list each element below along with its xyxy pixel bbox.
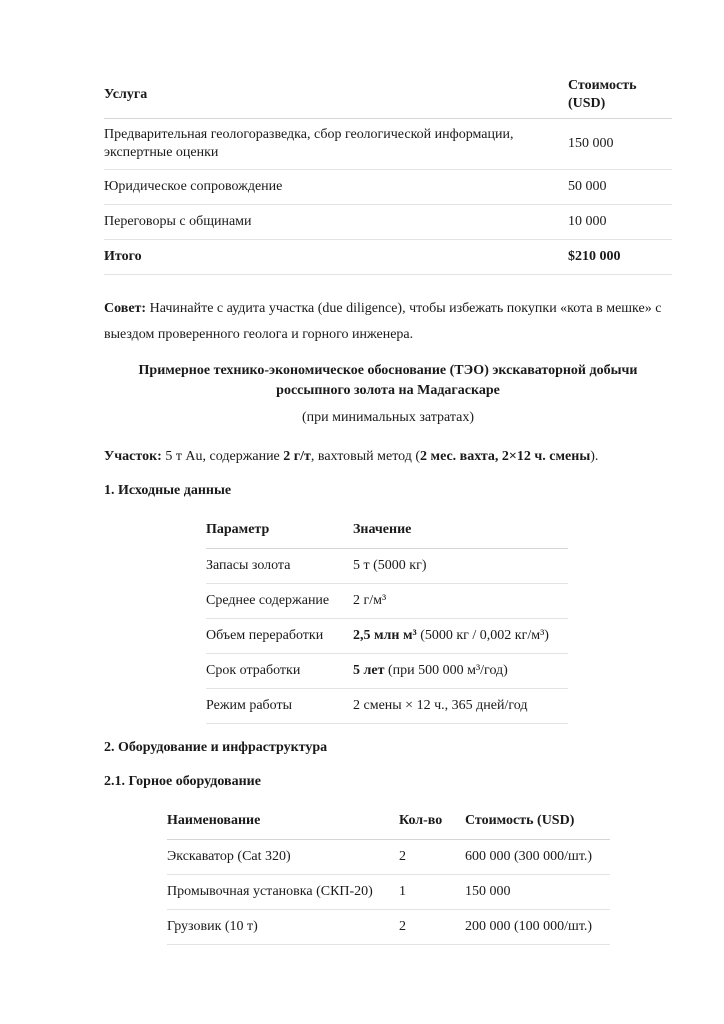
total-cost: $210 000 — [568, 240, 672, 275]
services-cost-table — [104, 72, 672, 275]
table-row — [104, 205, 672, 240]
column-header-cost: Стоимость (USD) — [568, 72, 672, 119]
table-row — [167, 840, 610, 875]
total-label: Итого — [104, 240, 568, 275]
table-header-row — [206, 512, 568, 549]
table-row — [206, 619, 568, 654]
cost-cell: 150 000 — [568, 119, 672, 170]
parameter-cell: Объем переработки — [206, 619, 353, 654]
cost-cell: 10 000 — [568, 205, 672, 240]
document-title-line-2: россыпного золота на Мадагаскаре — [276, 383, 500, 398]
total-row — [104, 240, 672, 275]
column-header-name: Наименование — [167, 803, 399, 840]
site-label: Участок: — [104, 449, 162, 464]
table-row — [104, 119, 672, 170]
equipment-qty-cell: 2 — [399, 910, 465, 945]
site-shift: 2 мес. вахта, 2×12 ч. смены — [420, 449, 591, 464]
column-header-qty: Кол-во — [399, 803, 465, 840]
site-grade: 2 г/т — [283, 449, 311, 464]
advice-label: Совет: — [104, 301, 147, 316]
table-row — [104, 170, 672, 205]
column-header-value: Значение — [353, 512, 568, 549]
value-cell: 5 т (5000 кг) — [353, 549, 568, 584]
site-text-1: 5 т Au, содержание — [161, 449, 284, 464]
equipment-qty-cell: 1 — [399, 875, 465, 910]
value-bold: 2,5 млн м³ — [353, 628, 417, 643]
value-rest: (5000 кг / 0,002 кг/м³) — [416, 628, 549, 643]
table-row — [167, 875, 610, 910]
parameter-cell: Запасы золота — [206, 549, 353, 584]
table-row — [206, 689, 568, 724]
equipment-cost-cell: 600 000 (300 000/шт.) — [465, 840, 610, 875]
table-row — [206, 584, 568, 619]
value-cell: 2 г/м³ — [353, 584, 568, 619]
equipment-cost-cell: 200 000 (100 000/шт.) — [465, 910, 610, 945]
column-header-parameter: Параметр — [206, 512, 353, 549]
equipment-cost-cell: 150 000 — [465, 875, 610, 910]
table-header-row — [167, 803, 610, 840]
initial-data-table — [206, 512, 568, 724]
service-cell: Предварительная геологоразведка, сбор геологической информации, экспертные оценки — [104, 119, 568, 170]
mining-equipment-table — [167, 803, 610, 945]
table-row — [206, 549, 568, 584]
column-header-cost: Стоимость (USD) — [465, 803, 610, 840]
site-text-3: ). — [590, 449, 599, 464]
value-cell — [353, 654, 568, 689]
parameter-cell: Режим работы — [206, 689, 353, 724]
site-text-2: , вахтовый метод ( — [310, 449, 421, 464]
equipment-name-cell: Промывочная установка (СКП-20) — [167, 875, 399, 910]
parameter-cell: Среднее содержание — [206, 584, 353, 619]
document-subtitle: (при минимальных затратах) — [301, 410, 475, 425]
parameter-cell: Срок отработки — [206, 654, 353, 689]
value-cell — [353, 619, 568, 654]
service-cell: Переговоры с общинами — [104, 205, 568, 240]
value-rest: (при 500 000 м³/год) — [384, 663, 508, 678]
section-1-heading: 1. Исходные данные — [104, 483, 232, 498]
table-row — [206, 654, 568, 689]
equipment-name-cell: Грузовик (10 т) — [167, 910, 399, 945]
document-title — [104, 361, 672, 401]
equipment-name-cell: Экскаватор (Cat 320) — [167, 840, 399, 875]
document-title-line-1: Примерное технико-экономическое обоснование (ТЭО) экскаваторной добычи — [138, 363, 638, 378]
table-row — [167, 910, 610, 945]
section-2-1-heading: 2.1. Горное оборудование — [104, 774, 261, 789]
advice-text: Начинайте с аудита участка (due diligence), чтобы избежать покупки «кота в мешке» с выездом проверенного геолога и горного инженера. — [104, 301, 662, 342]
cost-cell: 50 000 — [568, 170, 672, 205]
equipment-qty-cell: 2 — [399, 840, 465, 875]
table-header-row — [104, 72, 672, 119]
service-cell: Юридическое сопровождение — [104, 170, 568, 205]
value-bold: 5 лет — [353, 663, 385, 678]
section-2-heading: 2. Оборудование и инфраструктура — [104, 740, 328, 755]
site-paragraph — [104, 444, 672, 470]
column-header-service: Услуга — [104, 72, 568, 119]
value-cell: 2 смены × 12 ч., 365 дней/год — [353, 689, 568, 724]
advice-paragraph — [104, 296, 672, 348]
